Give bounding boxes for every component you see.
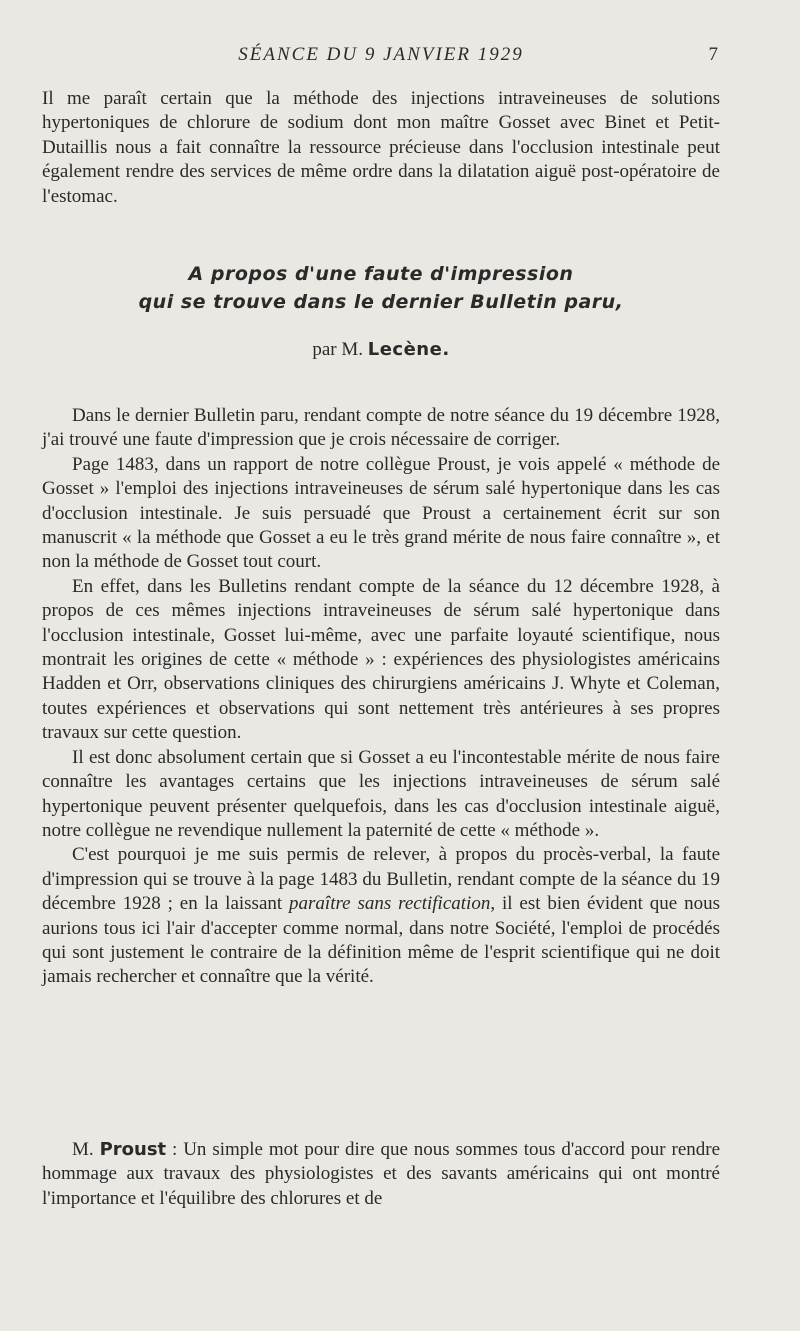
intro-paragraph: Il me paraît certain que la méthode des injections intraveineuses de solutions hypertoniques de chlorure de sodium dont mon maître Gosset avec Binet et Petit-Dutaillis nous a fait connaître la ressource précieuse dans l'occlusion intestinale peut également rendre des services de même ordre dans la dilatation aiguë post-opératoire de l'estomac. xyxy=(42,88,720,207)
article-paragraph-2: Page 1483, dans un rapport de notre collègue Proust, je vois appelé « méthode de Gosset » l'emploi des injections intraveineuses de sérum salé hypertonique dans les cas d'occlusion intestinale. Je suis persuadé que Proust a certainement écrit sur son manuscrit « la méthode que Gosset a eu le très grand mérite de nous faire connaître », et non la méthode de Gosset tout court. xyxy=(42,453,720,573)
article-paragraph-4: Il est donc absolument certain que si Gosset a eu l'incontestable mérite de nous faire connaître les avantages certains que les injections intraveineuses de sérum salé hypertonique peuvent présenter quelquefois, dans les cas d'occlusion intestinale aiguë, notre collègue ne revendique nullement la paternité de cette « méthode ». xyxy=(42,746,720,841)
intro-section xyxy=(42,87,720,209)
paragraph-5-italic: paraître sans rectification xyxy=(289,893,491,915)
page-number: 7 xyxy=(708,44,720,65)
header-title: SÉANCE DU 9 JANVIER 1929 xyxy=(238,44,524,65)
reply-text: : Un simple mot pour dire que nous sommes tous d'accord pour rendre hommage aux travaux des physiologistes et des savants américains qui ont montré l'importance et l'équilibre des chlorures et de xyxy=(42,1139,721,1209)
article-paragraph-3: En effet, dans les Bulletins rendant compte de la séance du 12 décembre 1928, à propos de ces mêmes injections intraveineuses de sérum salé hypertonique dans l'occlusion intestinale, Gosset lui-même, avec une parfaite loyauté scientifique, nous montrait les origines de cette « méthode » : expériences des physiologistes américains Hadden et Orr, observations cliniques des chirurgiens américains J. Whyte et Coleman, toutes expériences et observations qui sont nettement très antérieures à ses propres travaux sur cette question. xyxy=(42,575,720,744)
reply-speaker-name: Proust xyxy=(99,1139,167,1160)
article-title xyxy=(42,260,720,316)
reply-speaker-prefix: M. xyxy=(72,1139,94,1160)
reply-section xyxy=(42,1138,720,1211)
paragraph-5-text-b: , il est bien évident que nous aurions tous ici l'air d'accepter comme normal, dans notre Société, l'emploi de procédés qui sont justement le contraire de la définition même de l'esprit scientifique qui ne doit jamais rechercher et connaître que la vérité. xyxy=(42,893,720,988)
article-paragraph-1: Dans le dernier Bulletin paru, rendant compte de notre séance du 19 décembre 1928, j'ai trouvé une faute d'impression que je crois nécessaire de corriger. xyxy=(42,405,720,451)
byline-prefix: par M. xyxy=(312,339,363,360)
article-title-line-1: A propos d'une faute d'impression xyxy=(188,263,574,285)
article-title-line-2: qui se trouve dans le dernier Bulletin paru, xyxy=(138,291,624,313)
article-byline xyxy=(42,339,720,361)
running-header xyxy=(42,44,720,74)
paragraph-5-text-a: C'est pourquoi je me suis permis de relever, à propos du procès-verbal, la faute d'impression qui se trouve à la page 1483 du Bulletin, rendant compte de la séance du 19 décembre 1928 ; en la laissant xyxy=(42,844,720,915)
article-body xyxy=(42,404,720,990)
reply-paragraph xyxy=(42,1138,720,1211)
article-paragraph-5 xyxy=(42,843,720,989)
byline-author: Lecène. xyxy=(367,339,450,360)
